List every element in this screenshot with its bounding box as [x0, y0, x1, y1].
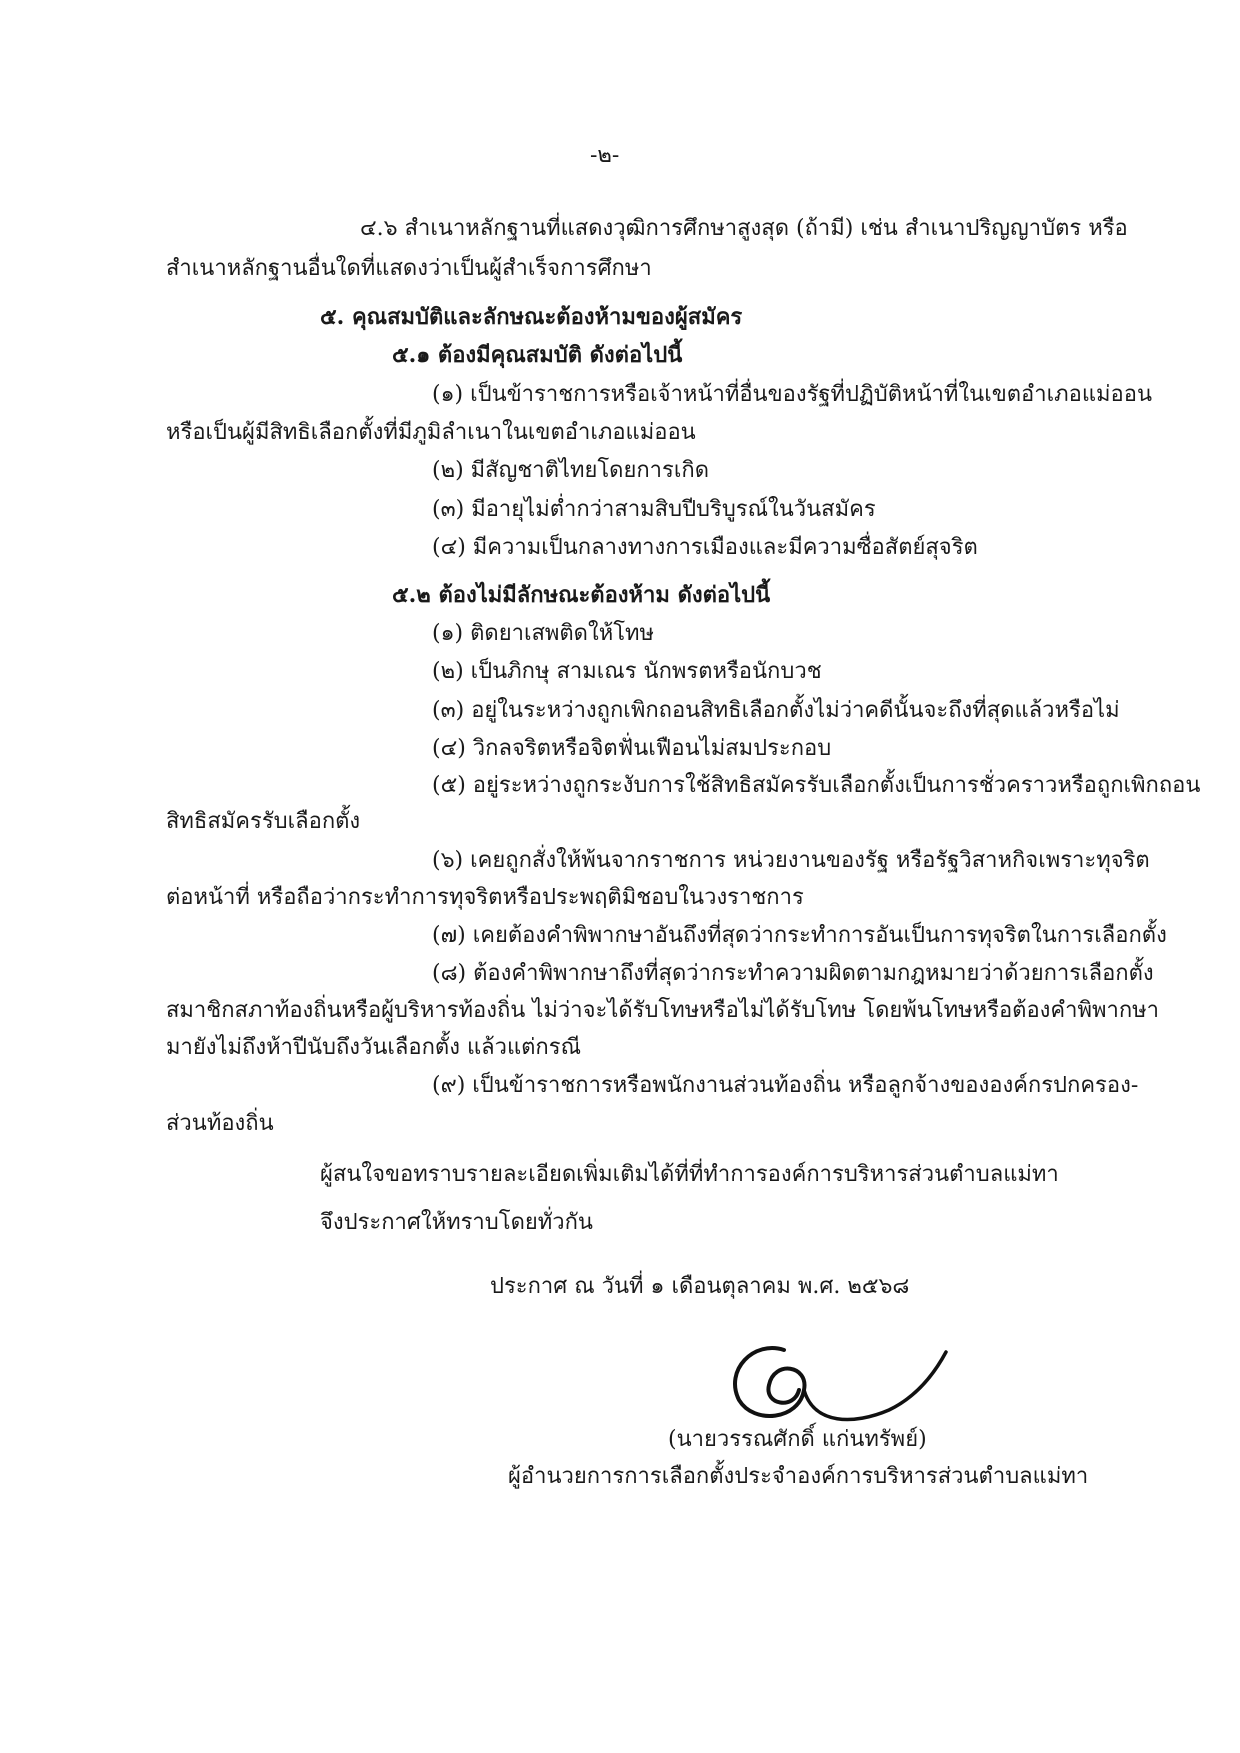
section-5-2-heading: ๕.๒ ต้องไม่มีลักษณะต้องห้าม ดังต่อไปนี้ — [392, 582, 771, 608]
signature-image — [714, 1330, 954, 1430]
section-5-heading: ๕. คุณสมบัติและลักษณะต้องห้ามของผู้สมัคร — [320, 304, 743, 330]
signatory-position: ผู้อำนวยการการเลือกตั้งประจำองค์การบริหารส่วนตำบลแม่ทา — [508, 1464, 1089, 1489]
prohib-item-6-line2: ต่อหน้าที่ หรือถือว่ากระทำการทุจริตหรือประพฤติมิชอบในวงราชการ — [166, 885, 804, 910]
page-number: -๒- — [590, 143, 620, 168]
qual-item-1-line1: (๑) เป็นข้าราชการหรือเจ้าหน้าที่อื่นของรัฐที่ปฏิบัติหน้าที่ในเขตอำเภอแม่ออน — [432, 382, 1152, 407]
prohib-item-9-line2: ส่วนท้องถิ่น — [166, 1111, 274, 1136]
prohib-item-7: (๗) เคยต้องคำพิพากษาอันถึงที่สุดว่ากระทำการอันเป็นการทุจริตในการเลือกตั้ง — [432, 923, 1167, 948]
qual-item-4: (๔) มีความเป็นกลางทางการเมืองและมีความซื่อสัตย์สุจริต — [432, 535, 978, 560]
announcement-date: ประกาศ ณ วันที่ ๑ เดือนตุลาคม พ.ศ. ๒๕๖๘ — [490, 1274, 910, 1299]
prohib-item-6-line1: (๖) เคยถูกสั่งให้พ้นจากราชการ หน่วยงานของรัฐ หรือรัฐวิสาหกิจเพราะทุจริต — [432, 848, 1150, 873]
prohib-item-5-line1: (๕) อยู่ระหว่างถูกระงับการใช้สิทธิสมัครรับเลือกตั้งเป็นการชั่วคราวหรือถูกเพิกถอน — [432, 773, 1201, 798]
prohib-item-9-line1: (๙) เป็นข้าราชการหรือพนักงานส่วนท้องถิ่น หรือลูกจ้างขององค์กรปกครอง- — [432, 1073, 1139, 1098]
section-4-6-line2: สำเนาหลักฐานอื่นใดที่แสดงว่าเป็นผู้สำเร็จการศึกษา — [166, 256, 652, 281]
qual-item-2: (๒) มีสัญชาติไทยโดยการเกิด — [432, 458, 709, 483]
prohib-item-5-line2: สิทธิสมัครรับเลือกตั้ง — [166, 809, 361, 834]
announcement-line: จึงประกาศให้ทราบโดยทั่วกัน — [320, 1210, 593, 1235]
qual-item-3: (๓) มีอายุไม่ต่ำกว่าสามสิบปีบริบูรณ์ในวันสมัคร — [432, 497, 876, 522]
section-4-6-line1: ๔.๖ สำเนาหลักฐานที่แสดงวุฒิการศึกษาสูงสุด (ถ้ามี) เช่น สำเนาปริญญาบัตร หรือ — [360, 216, 1128, 241]
prohib-item-8-line2: สมาชิกสภาท้องถิ่นหรือผู้บริหารท้องถิ่น ไม่ว่าจะได้รับโทษหรือไม่ได้รับโทษ โดยพ้นโทษหรือต้องคำพิพากษา — [166, 998, 1160, 1023]
signatory-name: (นายวรรณศักดิ์ แก่นทรัพย์) — [668, 1427, 927, 1452]
prohib-item-4: (๔) วิกลจริตหรือจิตฟั่นเฟือนไม่สมประกอบ — [432, 736, 832, 761]
prohib-item-8-line1: (๘) ต้องคำพิพากษาถึงที่สุดว่ากระทำความผิดตามกฎหมายว่าด้วยการเลือกตั้ง — [432, 961, 1154, 986]
prohib-item-8-line3: มายังไม่ถึงห้าปีนับถึงวันเลือกตั้ง แล้วแต่กรณี — [166, 1035, 581, 1060]
section-5-1-heading: ๕.๑ ต้องมีคุณสมบัติ ดังต่อไปนี้ — [392, 342, 683, 368]
prohib-item-3: (๓) อยู่ในระหว่างถูกเพิกถอนสิทธิเลือกตั้งไม่ว่าคดีนั้นจะถึงที่สุดแล้วหรือไม่ — [432, 698, 1120, 723]
prohib-item-1: (๑) ติดยาเสพติดให้โทษ — [432, 621, 655, 646]
contact-paragraph: ผู้สนใจขอทราบรายละเอียดเพิ่มเติมได้ที่ที่ทำการองค์การบริหารส่วนตำบลแม่ทา — [320, 1162, 1059, 1187]
qual-item-1-line2: หรือเป็นผู้มีสิทธิเลือกตั้งที่มีภูมิลำเนาในเขตอำเภอแม่ออน — [166, 420, 696, 445]
prohib-item-2: (๒) เป็นภิกษุ สามเณร นักพรตหรือนักบวช — [432, 659, 822, 684]
